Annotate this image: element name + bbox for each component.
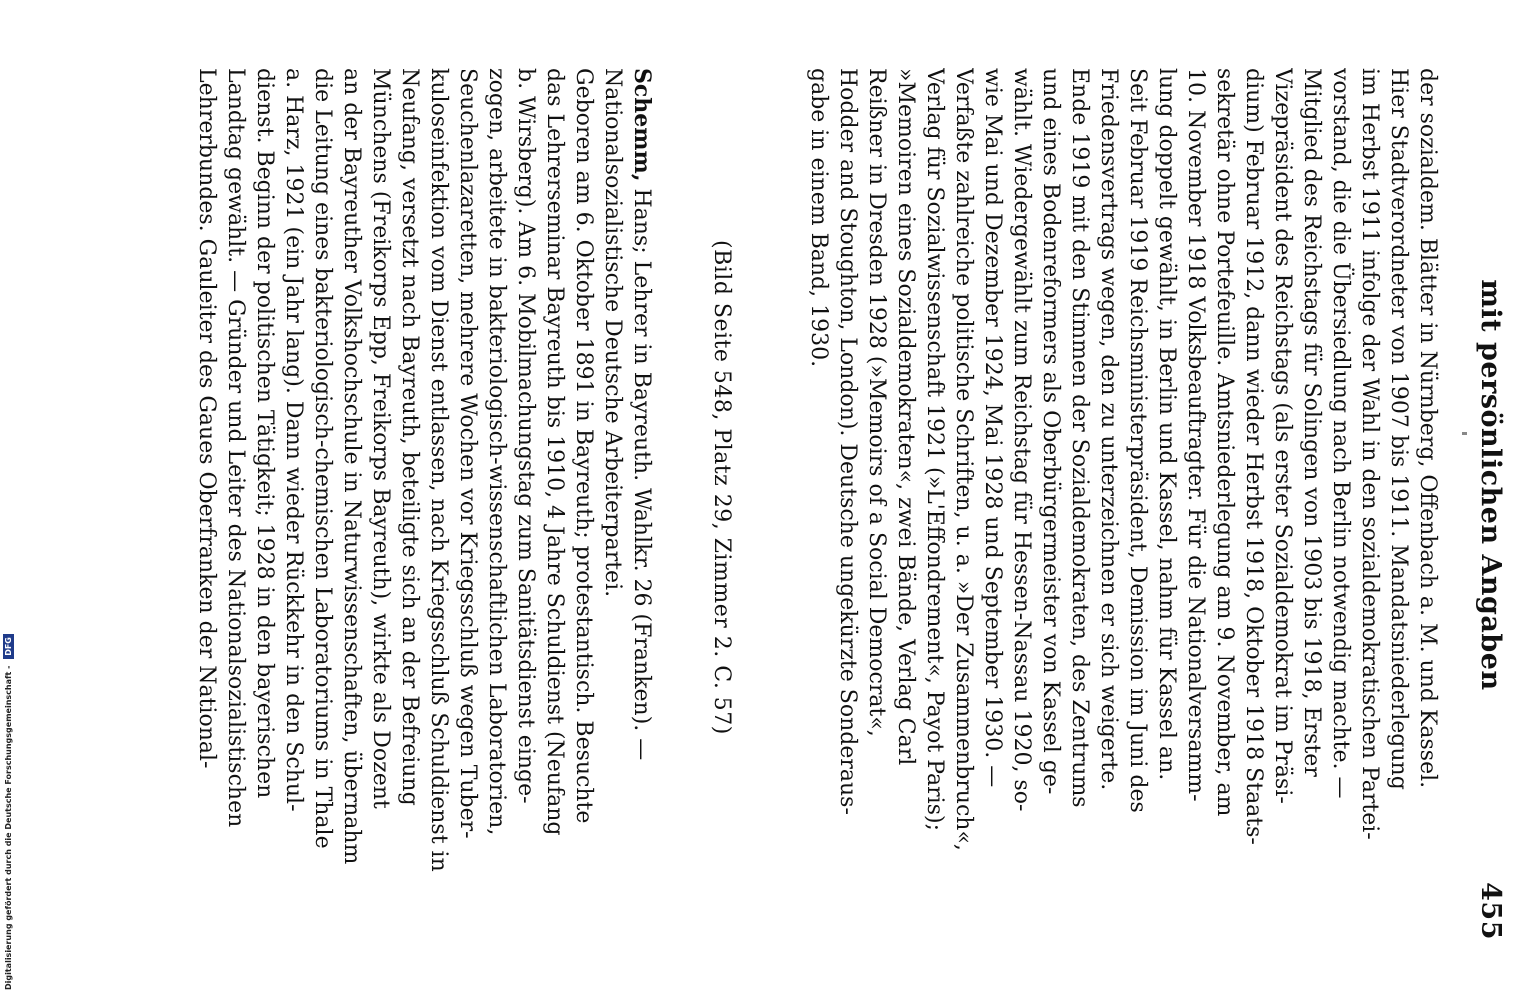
entry-name: Schemm, xyxy=(629,68,655,182)
page-number: 455 xyxy=(1475,882,1506,940)
dfg-logo-badge: DFG xyxy=(3,634,14,659)
photo-reference: (Bild Seite 548, Platz 29, Zimmer 2. C. 57) xyxy=(709,240,734,735)
text-line: 10. November 1918 Volksbeauftragter. Für die Nationalversamm- xyxy=(1183,68,1208,802)
text-line: Mitglied des Reichstags für Solingen von 1903 bis 1918, Erster xyxy=(1299,68,1324,777)
text-line: Hier Stadtverordneter von 1907 bis 1911. Mandatsniederlegung xyxy=(1386,68,1411,790)
text-line: Reißner in Dresden 1928 (»Memoirs of a Social Democrat«, xyxy=(864,68,889,737)
text-line: lung doppelt gewählt, in Berlin und Kassel, nahm für Kassel an. xyxy=(1154,68,1179,781)
text-line: wählt. Wiedergewählt zum Reichstag für Hessen-Nassau 1920, so- xyxy=(1009,68,1034,812)
text-line: Neufang, versetzt nach Bayreuth, beteiligte sich an der Befreiung xyxy=(397,68,422,806)
page-header xyxy=(1466,30,1506,940)
text-line: sekretär ohne Portefeuille. Amtsniederlegung am 9. November, am xyxy=(1212,68,1237,817)
text-line: Hodder and Stoughton, London). Deutsche ungekürzte Sonderaus- xyxy=(835,68,860,815)
running-title: mit persönlichen Angaben xyxy=(1475,279,1506,691)
text-line: gabe in einem Band, 1930. xyxy=(806,68,831,368)
text-line: vorstand, die die Übersiedlung nach Berlin notwendig machte. — xyxy=(1328,68,1353,799)
text-line: Nationalsozialistische Deutsche Arbeiterpartei. xyxy=(600,68,625,598)
text-line: und eines Bodenreformers als Oberbürgermeister von Kassel ge- xyxy=(1038,68,1063,795)
digitization-credit xyxy=(0,0,18,1000)
text-line: zogen, arbeitete in bakteriologisch-wissenschaftlichen Laboratorien, xyxy=(484,68,509,836)
biography-entry-continued xyxy=(804,68,1442,940)
text-line: dium) Februar 1912, dann wieder Herbst 1918, Oktober 1918 Staats- xyxy=(1241,68,1266,845)
text-line: Landtag gewählt. — Gründer und Leiter des Nationalsozialistischen xyxy=(223,68,248,828)
scan-speck xyxy=(1462,432,1467,435)
text-line: Seuchenlazaretten, mehrere Wochen vor Kriegsschluß wegen Tuber- xyxy=(455,68,480,839)
text-line: »Memoiren eines Sozialdemokraten«, zwei Bände, Verlag Carl xyxy=(893,68,918,766)
biography-entry-schemm xyxy=(192,68,656,940)
text-line: Lehrerbundes. Gauleiter des Gaues Oberfranken der National- xyxy=(194,68,219,769)
entry-heading-rest: Hans; Lehrer in Bayreuth. Wahlkr. 26 (Franken). — xyxy=(629,181,654,761)
text-line: b. Wirsberg). Am 6. Mobilmachungstag zum Sanitätsdienst einge- xyxy=(513,68,538,804)
text-line: Friedensvertrags wegen, den zu unterzeichnen er sich weigerte. xyxy=(1096,68,1121,791)
text-line: Vizepräsident des Reichstags (als erster Sozialdemokrat im Präsi- xyxy=(1270,68,1295,804)
text-line: Ende 1919 mit den Stimmen der Sozialdemokraten, des Zentrums xyxy=(1067,68,1092,808)
text-line: die Leitung eines bakteriologisch-chemischen Laboratoriums in Thale xyxy=(310,68,335,849)
credit-text: Digitalisierung gefördert durch die Deutsche Forschungsgemeinschaft - xyxy=(4,665,13,990)
text-line: Geboren am 6. Oktober 1891 in Bayreuth; protestantisch. Besuchte xyxy=(571,68,596,824)
text-line: an der Bayreuther Volkshochschule in Naturwissenschaften, übernahm xyxy=(339,68,364,865)
entry-heading-line xyxy=(627,68,656,940)
text-line: wie Mai und Dezember 1924, Mai 1928 und September 1930. — xyxy=(980,68,1005,788)
text-line: dienst. Beginn der politischen Tätigkeit; 1928 in den bayerischen xyxy=(252,68,277,799)
text-line: a. Harz, 1921 (ein Jahr lang). Dann wieder Rückkehr in den Schul- xyxy=(281,68,306,812)
text-line: das Lehrerseminar Bayreuth bis 1910, 4 Jahre Schuldienst (Neufang xyxy=(542,68,567,836)
text-line: Verfaßte zahlreiche politische Schriften, u. a. »Der Zusammenbruch«, xyxy=(951,68,976,851)
text-line: Seit Februar 1919 Reichsministerpräsident, Demission im Juni des xyxy=(1125,68,1150,813)
text-line: Münchens (Freikorps Epp, Freikorps Bayreuth), wirkte als Dozent xyxy=(368,68,393,809)
text-line: im Herbst 1911 infolge der Wahl in den sozialdemokratischen Partei- xyxy=(1357,68,1382,840)
text-line: Verlag für Sozialwissenschaft 1921 (»L'Effondrement«, Payot Paris); xyxy=(922,68,947,832)
text-line: der sozialdem. Blätter in Nürnberg, Offenbach a. M. und Kassel. xyxy=(1415,68,1440,789)
text-line: kuloseinfektion vom Dienst entlassen, nach Kriegsschluß Schuldienst in xyxy=(426,68,451,872)
